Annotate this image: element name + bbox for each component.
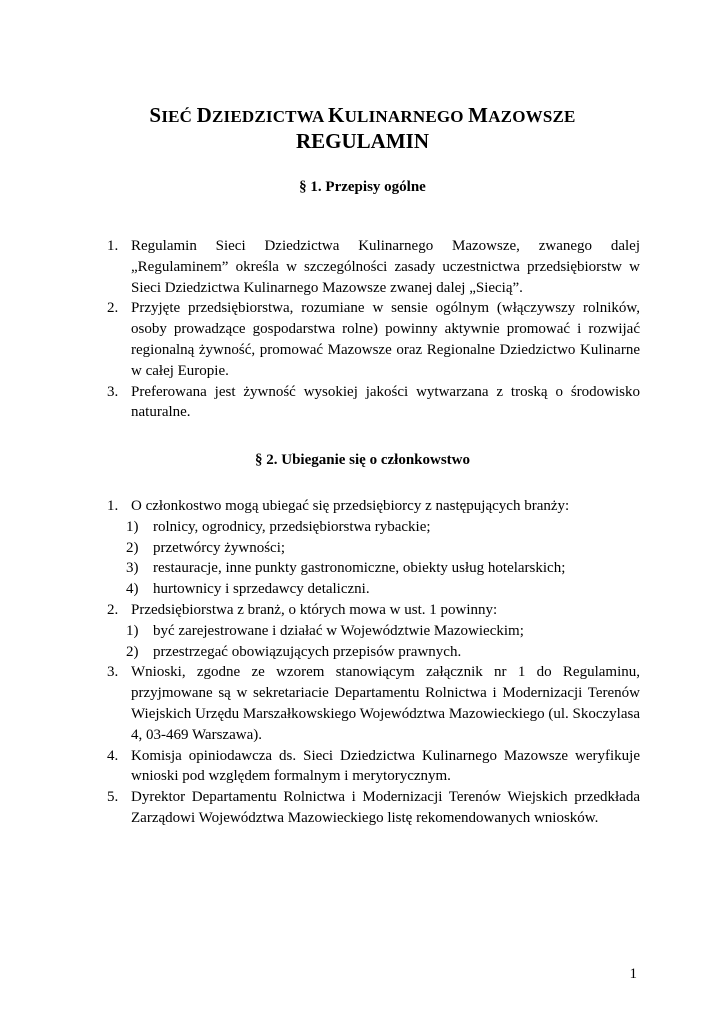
list-item-text: Komisja opiniodawcza ds. Sieci Dziedzictwa Kulinarnego Mazowsze weryfikuje wnioski pod względem formalnym i merytorycznym. xyxy=(131,747,640,785)
list-item: 2. Przedsiębiorstwa z branż, o których mowa w ust. 1 powinny: xyxy=(107,601,498,618)
document-title xyxy=(0,103,725,153)
section-2-heading: § 2. Ubieganie się o członkowstwo xyxy=(255,452,470,468)
list-item: 3. Wnioski, zgodne ze wzorem stanowiącym załącznik nr 1 do Regulaminu, przyjmowane są w sekretariacie Departamentu Rolnictwa i Modernizacji Terenów Wiejskich Urzędu Marszałkowskiego Województwa Mazowieckiego (ul. Skoczylasa 4, 03-469 Warszawa). xyxy=(107,664,641,743)
regulamin-heading: REGULAMIN xyxy=(295,129,429,153)
sub-list-item: 2) przetwórcy żywności; xyxy=(126,539,286,556)
network-name-heading: SIEĆ DZIEDZICTWA KULINARNEGO MAZOWSZE xyxy=(149,103,576,127)
list-item-text: Wnioski, zgodne ze wzorem stanowiącym załącznik nr 1 do Regulaminu, przyjmowane są w sekretariacie Departamentu Rolnictwa i Modernizacji Terenów Wiejskich Urzędu Marszałkowskiego Województwa Mazowieckiego (ul. Skoczylasa 4, 03-469 Warszawa). xyxy=(131,664,641,743)
sub-list-item: 1) być zarejestrowane i działać w Województwie Mazowieckim; xyxy=(126,622,524,639)
sub-list-item: 2) przestrzegać obowiązujących przepisów prawnych. xyxy=(126,643,462,660)
section-1-list xyxy=(0,236,725,423)
list-item: 3. Preferowana jest żywność wysokiej jakości wytwarzana z troską o środowisko naturalne. xyxy=(107,383,640,421)
list-item: 2. Przyjęte przedsiębiorstwa, rozumiane w sensie ogólnym (włączywszy rolników, osoby prowadzące gospodarstwa rolne) powinny aktywnie promować i rozwijać regionalną żywność, promować Mazowsze oraz Regionalne Dziedzictwo Kulinarne w całej Europie. xyxy=(107,300,640,379)
list-item: 4. Komisja opiniodawcza ds. Sieci Dziedzictwa Kulinarnego Mazowsze weryfikuje wnioski pod względem formalnym i merytorycznym. xyxy=(107,747,640,785)
section-1-heading: § 1. Przepisy ogólne xyxy=(299,179,426,195)
sub-list-item-text: przetwórcy żywności; xyxy=(153,539,286,556)
sub-list-item-text: przestrzegać obowiązujących przepisów prawnych. xyxy=(153,643,462,660)
section-2-list xyxy=(0,496,725,829)
list-item-text: Przedsiębiorstwa z branż, o których mowa w ust. 1 powinny: xyxy=(131,601,498,618)
list-item-text: O członkostwo mogą ubiegać się przedsiębiorcy z następujących branży: xyxy=(131,498,570,514)
sub-list-item-text: hurtownicy i sprzedawcy detaliczni. xyxy=(153,581,370,598)
sub-list-item: 4) hurtownicy i sprzedawcy detaliczni. xyxy=(126,581,370,598)
list-item-text: Przyjęte przedsiębiorstwa, rozumiane w sensie ogólnym (włączywszy rolników, osoby prowadzące gospodarstwa rolne) powinny aktywnie promować i rozwijać regionalną żywność, promować Mazowsze oraz Regionalne Dziedzictwo Kulinarne w całej Europie. xyxy=(131,300,640,379)
sub-list-item-text: być zarejestrowane i działać w Województwie Mazowieckim; xyxy=(153,622,524,639)
list-item: 1. O członkostwo mogą ubiegać się przedsiębiorcy z następujących branży: xyxy=(107,498,570,514)
list-item: 1. Regulamin Sieci Dziedzictwa Kulinarnego Mazowsze, zwanego dalej „Regulaminem” określa w szczególności zasady uczestnictwa przedsiębiorstw w Sieci Dziedzictwa Kulinarnego Mazowsze zwanej dalej „Siecią”. xyxy=(107,238,640,296)
list-item-text: Dyrektor Departamentu Rolnictwa i Modernizacji Terenów Wiejskich przedkłada Zarządowi Województwa Mazowieckiego listę rekomendowanych wniosków. xyxy=(131,789,640,826)
sub-list-item: 1) rolnicy, ogrodnicy, przedsiębiorstwa rybackie; xyxy=(126,518,431,535)
list-item: 5. Dyrektor Departamentu Rolnictwa i Modernizacji Terenów Wiejskich przedkłada Zarządowi Województwa Mazowieckiego listę rekomendowanych wniosków. xyxy=(107,789,640,826)
sub-list-item: 3) restauracje, inne punkty gastronomiczne, obiekty usług hotelarskich; xyxy=(126,560,566,577)
sub-list-item-text: restauracje, inne punkty gastronomiczne, obiekty usług hotelarskich; xyxy=(153,560,566,577)
list-item-text: Regulamin Sieci Dziedzictwa Kulinarnego Mazowsze, zwanego dalej „Regulaminem” określa w szczególności zasady uczestnictwa przedsiębiorstw w Sieci Dziedzictwa Kulinarnego Mazowsze zwanej dalej „Siecią”. xyxy=(131,238,640,296)
sub-list-item-text: rolnicy, ogrodnicy, przedsiębiorstwa rybackie; xyxy=(153,518,431,535)
list-item-text: Preferowana jest żywność wysokiej jakości wytwarzana z troską o środowisko naturalne. xyxy=(131,383,640,421)
page-number: 1 xyxy=(629,966,637,982)
